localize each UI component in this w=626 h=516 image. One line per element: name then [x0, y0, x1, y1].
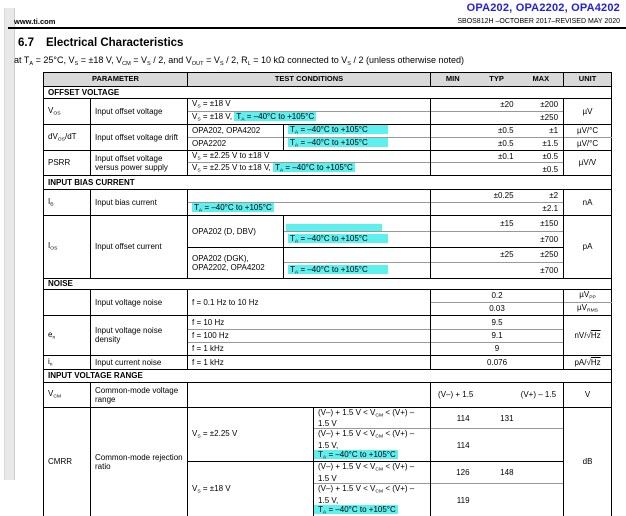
value-max: ±2 — [519, 189, 564, 202]
value-max: ±1 — [519, 125, 564, 138]
test-condition: $V_S = \pm 18$ V — [188, 462, 314, 516]
param-symbol: $dV_{OS}/dT$ — [44, 125, 91, 151]
test-condition: OPA2202 — [188, 138, 284, 151]
value-min — [431, 138, 475, 151]
col-header-min: MIN — [431, 73, 475, 87]
section-row-input-voltage-range — [44, 369, 612, 382]
value-typ: 9 — [431, 342, 564, 355]
value-min — [431, 247, 475, 262]
test-condition: f = 1 kHz — [188, 342, 431, 355]
unit: pA — [564, 215, 612, 278]
page-edge-strip — [4, 8, 15, 480]
section-row-offset-voltage — [44, 87, 612, 99]
value-max: ±250 — [519, 112, 564, 125]
value-min — [431, 215, 475, 231]
param-name: Input offset voltage drift — [91, 125, 188, 151]
param-symbol: $e_n$ — [44, 315, 91, 355]
table-row — [44, 382, 612, 407]
test-condition — [284, 215, 431, 231]
value-max: ±200 — [519, 99, 564, 112]
value-typ: 0.2 — [431, 289, 564, 302]
unit: nA — [564, 189, 612, 215]
value-typ: ±0.25 — [475, 189, 519, 202]
value-min — [431, 99, 475, 112]
param-symbol — [44, 289, 91, 315]
value-max: ±0.5 — [519, 151, 564, 163]
table-row — [44, 99, 612, 112]
param-symbol: $i_n$ — [44, 355, 91, 369]
test-condition — [188, 189, 431, 202]
test-condition: f = 10 Hz — [188, 315, 431, 329]
value-typ: 148 — [475, 462, 519, 484]
test-condition — [188, 382, 431, 407]
value-typ — [475, 484, 519, 516]
param-symbol: $V_{CM}$ — [44, 382, 91, 407]
value-typ: 9.1 — [431, 329, 564, 342]
value-max: ±2.1 — [519, 202, 564, 215]
part-numbers: OPA202, OPA2202, OPA4202 — [466, 2, 620, 14]
value-typ — [475, 262, 519, 278]
test-condition: $V_S = \pm 18$ V — [188, 99, 431, 112]
value-min: (V–) + 1.5 — [438, 390, 474, 400]
col-header-test-conditions: TEST CONDITIONS — [188, 73, 431, 87]
param-name: Common-mode rejection ratio — [91, 407, 188, 516]
test-condition: (V–) + 1.5 $V < V_{CM} < (V+) - 1.5$ V — [314, 462, 431, 484]
test-condition: (V–) + 1.5 $V < V_{CM} < (V+) - 1.5$ V — [314, 407, 431, 429]
section-number: 6.7 — [18, 37, 34, 49]
table-row — [44, 125, 612, 138]
test-condition: OPA202, OPA4202 — [188, 125, 284, 138]
value-min — [431, 262, 475, 278]
value-max — [519, 429, 564, 462]
value-min — [431, 202, 475, 215]
unit: µV/°C — [564, 125, 612, 138]
value-max: ±1.5 — [519, 138, 564, 151]
test-condition: $T_A = -40^\circ C$ to +105°C — [284, 262, 431, 278]
test-condition: OPA202 (DGK), OPA2202, OPA4202 — [188, 247, 284, 278]
value-min: 126 — [431, 462, 475, 484]
value-max: ±0.5 — [519, 163, 564, 175]
electrical-characteristics-table — [43, 72, 612, 516]
table-row — [44, 189, 612, 202]
masthead-rule — [8, 27, 626, 29]
unit: µV — [564, 99, 612, 125]
test-condition: $V_S = \pm 2.25$ V — [188, 407, 314, 462]
value-typ: 9.5 — [431, 315, 564, 329]
value-min: 114 — [431, 407, 475, 429]
document-code-revision: SBOS812H –OCTOBER 2017–REVISED MAY 2020 — [457, 17, 620, 25]
table-header-row — [44, 73, 612, 87]
unit: nV/√Hz — [564, 315, 612, 355]
unit: µV/°C — [564, 138, 612, 151]
value-typ: ±0.5 — [475, 138, 519, 151]
value-max: ±150 — [519, 215, 564, 231]
page-title — [18, 37, 183, 49]
value-typ: 0.076 — [431, 355, 564, 369]
param-symbol: $I_{OS}$ — [44, 215, 91, 278]
section-label: NOISE — [44, 278, 612, 289]
param-symbol: $V_{OS}$ — [44, 99, 91, 125]
test-condition: $T_A = -40^\circ C$ to +105°C — [284, 231, 431, 247]
table-row — [44, 289, 612, 302]
table-row — [44, 151, 612, 163]
col-header-parameter: PARAMETER — [44, 73, 188, 87]
param-symbol: PSRR — [44, 151, 91, 176]
value-min — [431, 189, 475, 202]
test-condition: $V_S = \pm 2.25$ V to ±18 V — [188, 151, 431, 163]
value-typ — [475, 202, 519, 215]
table-row — [44, 355, 612, 369]
value-typ: ±25 — [475, 247, 519, 262]
col-header-max: MAX — [519, 73, 564, 87]
value-typ: ±15 — [475, 215, 519, 231]
param-name: Input voltage noise — [91, 289, 188, 315]
test-condition: $V_S = \pm 2.25$ V to ±18 V, $T_A = -40^\circ C$ to +105°C — [188, 163, 431, 175]
value-max — [519, 462, 564, 484]
table-row — [44, 407, 612, 429]
param-name: Input current noise — [91, 355, 188, 369]
param-name: Input offset current — [91, 215, 188, 278]
param-name: Input offset voltage versus power supply — [91, 151, 188, 176]
test-condition: f = 1 kHz — [188, 355, 431, 369]
unit: V — [564, 382, 612, 407]
unit: pA/√Hz — [564, 355, 612, 369]
ti-website-link[interactable]: www.ti.com — [14, 17, 56, 26]
test-condition: $T_A = -40^\circ C$ to +105°C — [188, 202, 431, 215]
col-header-unit: UNIT — [564, 73, 612, 87]
test-condition: $T_A = -40^\circ C$ to +105°C — [284, 138, 431, 151]
value-max — [519, 407, 564, 429]
value-typ — [475, 163, 519, 175]
value-typ: 0.03 — [431, 302, 564, 315]
highlight-artifact — [286, 224, 382, 231]
value-typ: ±0.5 — [475, 125, 519, 138]
test-condition: $T_A = -40^\circ C$ to +105°C — [284, 125, 431, 138]
param-symbol: CMRR — [44, 407, 91, 516]
test-condition: (V–) + 1.5 $V < V_{CM} < (V+) - 1.5$ V, $T_A = -40^\circ C$ to +105°C — [314, 429, 431, 462]
value-min — [431, 231, 475, 247]
test-condition: OPA202 (D, DBV) — [188, 215, 284, 247]
unit: µV$_{PP}$ — [564, 289, 612, 302]
value-min — [431, 112, 475, 125]
param-name: Input offset voltage — [91, 99, 188, 125]
section-label: INPUT BIAS CURRENT — [44, 175, 612, 189]
section-label: INPUT VOLTAGE RANGE — [44, 369, 612, 382]
value-max: (V+) – 1.5 — [520, 390, 557, 400]
value-min — [431, 163, 475, 175]
test-condition: (V–) + 1.5 $V < V_{CM} < (V+) - 1.5$ V, $T_A = -40^\circ C$ to +105°C — [314, 484, 431, 516]
test-condition — [284, 247, 431, 262]
section-row-input-bias-current — [44, 175, 612, 189]
value-typ — [475, 112, 519, 125]
value-min — [431, 151, 475, 163]
unit: dB — [564, 407, 612, 516]
unit: µV/V — [564, 151, 612, 176]
section-row-noise — [44, 278, 612, 289]
col-header-typ: TYP — [475, 73, 519, 87]
table-row — [44, 315, 612, 329]
value-max: ±700 — [519, 262, 564, 278]
unit: µV$_{RMS}$ — [564, 302, 612, 315]
param-name: Input bias current — [91, 189, 188, 215]
test-conditions-note: at $T_A = 25^\circ C$, $V_S = \pm 18$ V, $V_{CM} = V_S / 2$, and $V_{OUT} = V_S / 2$, $R_L = 10$ kΩ connected to $V_S / 2$ (unless otherwise noted) — [14, 55, 465, 67]
test-condition: f = 100 Hz — [188, 329, 431, 342]
param-name: Common-mode voltage range — [91, 382, 188, 407]
param-symbol: $I_B$ — [44, 189, 91, 215]
value-typ: ±0.1 — [475, 151, 519, 163]
table-row — [44, 215, 612, 231]
value-min: 114 — [431, 429, 475, 462]
value-max: ±700 — [519, 231, 564, 247]
test-condition: $V_S = \pm 18$ V, $T_A = -40^\circ C$ to +105°C — [188, 112, 431, 125]
value-min: 119 — [431, 484, 475, 516]
param-name: Input voltage noise density — [91, 315, 188, 355]
value-range — [431, 382, 564, 407]
value-typ: 131 — [475, 407, 519, 429]
value-typ: ±20 — [475, 99, 519, 112]
test-condition: f = 0.1 Hz to 10 Hz — [188, 289, 431, 315]
section-label: OFFSET VOLTAGE — [44, 87, 612, 99]
value-typ — [475, 231, 519, 247]
value-min — [431, 125, 475, 138]
section-title-text: Electrical Characteristics — [46, 37, 184, 49]
value-typ — [475, 429, 519, 462]
value-max — [519, 484, 564, 516]
value-max: ±250 — [519, 247, 564, 262]
